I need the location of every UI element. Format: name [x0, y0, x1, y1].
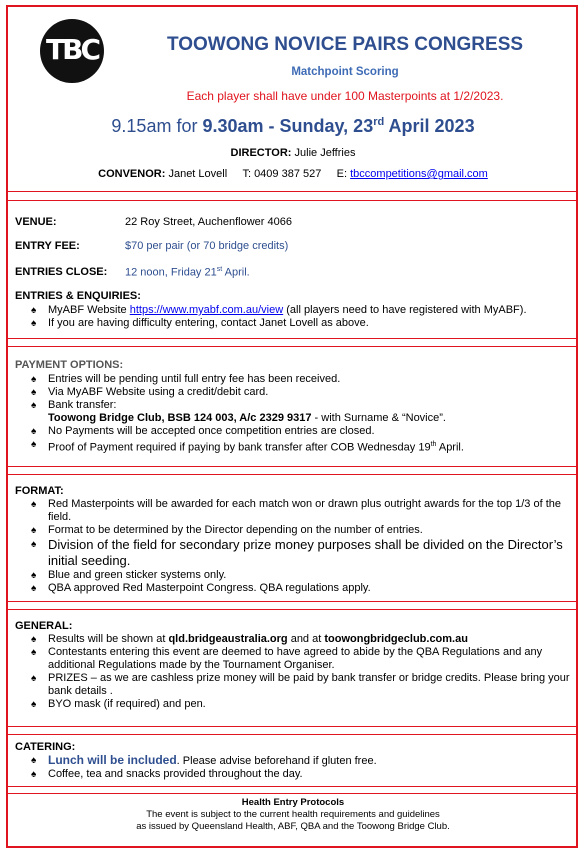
- list-item: ♠ MyABF Website https://www.myabf.com.au/view (all players need to have registered with MyABF).: [15, 304, 570, 317]
- footer-line: The event is subject to the current health requirements and guidelines: [146, 809, 440, 820]
- list-item: ♠ Blue and green sticker systems only.: [15, 569, 570, 582]
- divider: [8, 200, 576, 201]
- catering-list: [15, 754, 570, 781]
- tbc-logo: TBC: [40, 19, 104, 83]
- enquiries-heading: ENTRIES & ENQUIRIES:: [15, 290, 141, 302]
- divider: [8, 726, 576, 727]
- footer-title: Health Entry Protocols: [241, 797, 345, 808]
- divider: [8, 786, 576, 787]
- email-link[interactable]: tbccompetitions@gmail.com: [350, 168, 488, 180]
- divider: [8, 734, 576, 735]
- format-list: [15, 498, 570, 595]
- format-heading: FORMAT:: [15, 485, 64, 497]
- general-heading: GENERAL:: [15, 620, 73, 632]
- divider: [8, 609, 576, 610]
- list-item: ♠ Via MyABF Website using a credit/debit card.: [15, 386, 570, 399]
- list-item: ♠ Proof of Payment required if paying by bank transfer after COB Wednesday 19th April.: [15, 438, 570, 455]
- eligibility-note: Each player shall have under 100 Masterpoints at 1/2/2023.: [186, 89, 504, 103]
- event-title: TOOWONG NOVICE PAIRS CONGRESS: [166, 34, 524, 55]
- list-item: ♠ Format to be determined by the Director depending on the number of entries.: [15, 524, 570, 537]
- list-item: ♠ Coffee, tea and snacks provided throughout the day.: [15, 768, 570, 781]
- list-item: ♠ Red Masterpoints will be awarded for each match won or drawn plus outright awards for the top 1/3 of the field.: [15, 498, 570, 524]
- list-item: ♠ BYO mask (if required) and pen.: [15, 698, 570, 711]
- general-list: [15, 633, 570, 711]
- divider: [8, 474, 576, 475]
- list-item: ♠ Contestants entering this event are deemed to have agreed to abide by the QBA Regulations and any additional Regulations made by the Tournament Organiser.: [15, 646, 570, 672]
- divider: [8, 338, 576, 339]
- payment-heading: PAYMENT OPTIONS:: [15, 359, 124, 371]
- enquiries-list: [15, 304, 570, 330]
- event-time: 9.15am for 9.30am - Sunday, 23rd April 2023: [111, 116, 475, 136]
- list-item: ♠ Bank transfer: Toowong Bridge Club, BSB 124 003, A/c 2329 9317 - with Surname & “Novice”.: [15, 399, 570, 425]
- list-item: ♠ If you are having difficulty entering, contact Janet Lovell as above.: [15, 317, 570, 330]
- payment-list: [15, 373, 570, 455]
- divider: [8, 793, 576, 794]
- list-item: ♠ Division of the field for secondary prize money purposes shall be divided on the Director’s initial seeding.: [15, 537, 570, 569]
- divider: [8, 191, 576, 192]
- health-footer: [0, 797, 586, 833]
- divider: [8, 601, 576, 602]
- divider: [8, 346, 576, 347]
- list-item: ♠ No Payments will be accepted once competition entries are closed.: [15, 425, 570, 438]
- list-item: ♠ Results will be shown at qld.bridgeaustralia.org and at toowongbridgeclub.com.au: [15, 633, 570, 646]
- convenor-line: CONVENOR: Janet Lovell T: 0409 387 527 E: tbccompetitions@gmail.com: [98, 168, 488, 180]
- list-item: ♠ Entries will be pending until full entry fee has been received.: [15, 373, 570, 386]
- event-subtitle: Matchpoint Scoring: [291, 66, 399, 78]
- divider: [8, 466, 576, 467]
- catering-heading: CATERING:: [15, 741, 76, 753]
- myabf-link[interactable]: https://www.myabf.com.au/view: [129, 304, 284, 316]
- list-item: ♠ Lunch will be included. Please advise beforehand if gluten free.: [15, 754, 570, 768]
- list-item: ♠ QBA approved Red Masterpoint Congress. QBA regulations apply.: [15, 582, 570, 595]
- list-item: ♠ PRIZES – as we are cashless prize money will be paid by bank transfer or bridge credits. Please bring your bank details .: [15, 672, 570, 698]
- footer-line: as issued by Queensland Health, ABF, QBA and the Toowong Bridge Club.: [136, 821, 450, 832]
- director-line: DIRECTOR: Julie Jeffries: [230, 147, 356, 159]
